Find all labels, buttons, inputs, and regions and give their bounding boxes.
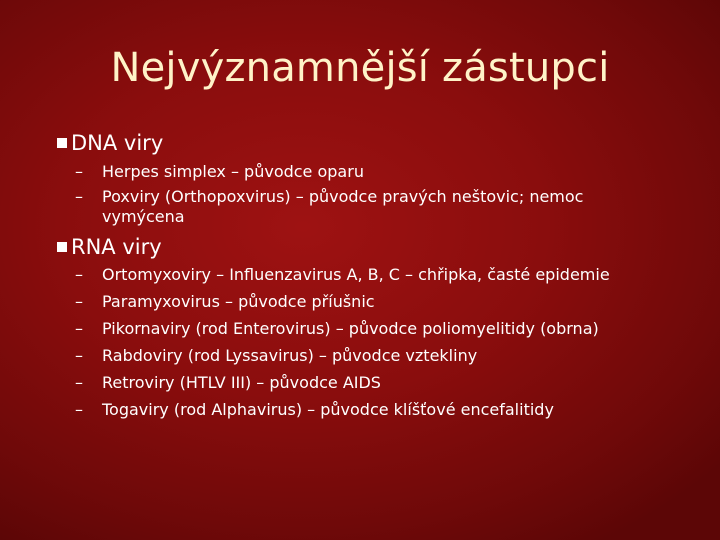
list-item-text: Pikornaviry (rod Enterovirus) – původce poliomyelitidy (obrna): [102, 319, 599, 338]
square-bullet-icon: [57, 242, 67, 252]
section-heading-dna: DNA viry: [71, 131, 164, 155]
dash-icon: –: [75, 292, 83, 311]
dash-icon: –: [75, 400, 83, 419]
dash-icon: –: [75, 319, 83, 338]
list-item-text: Ortomyxoviry – Influenzavirus A, B, C – chřipka, časté epidemie: [102, 265, 610, 284]
list-item-text: Paramyxovirus – původce příušnic: [102, 292, 375, 311]
dash-icon: –: [75, 373, 83, 392]
dash-icon: –: [75, 265, 83, 284]
list-item-text: Rabdoviry (rod Lyssavirus) – původce vztekliny: [102, 346, 478, 365]
square-bullet-icon: [57, 138, 67, 148]
dash-icon: –: [75, 187, 83, 206]
list-item-text: Poxviry (Orthopoxvirus) – původce pravých neštovic; nemoc vymýcena: [102, 187, 584, 226]
list-item-text: Togaviry (rod Alphavirus) – původce klíšťové encefalitidy: [102, 400, 554, 419]
list-item-text: Herpes simplex – původce oparu: [102, 162, 364, 181]
list-item-text: Retroviry (HTLV III) – původce AIDS: [102, 373, 381, 392]
dash-icon: –: [75, 346, 83, 365]
section-heading-rna: RNA viry: [71, 235, 162, 259]
slide-title: Nejvýznamnější zástupci: [110, 45, 610, 91]
dash-icon: –: [75, 162, 83, 181]
